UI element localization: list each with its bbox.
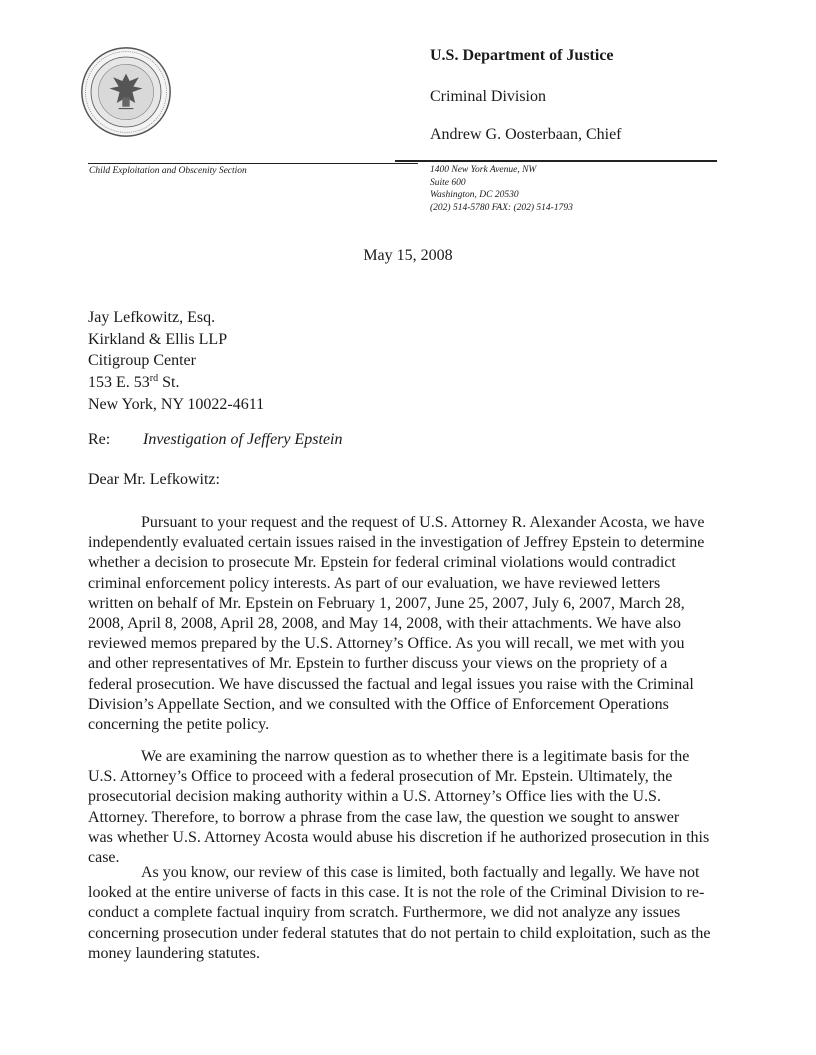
re-subject: Investigation of Jeffery Epstein [143, 431, 343, 448]
paragraph-line: 2008, April 8, 2008, April 28, 2008, and May 14, 2008, with their attachments. We have also [88, 615, 681, 633]
paragraph-line: Division’s Appellate Section, and we consulted with the Office of Enforcement Operations [88, 695, 669, 713]
paragraph-line: independently evaluated certain issues raised in the investigation of Jeffrey Epstein to determine [88, 534, 705, 552]
office-address [430, 164, 573, 214]
paragraph-line: money laundering statutes. [88, 944, 260, 962]
salutation: Dear Mr. Lefkowitz: [88, 471, 220, 488]
paragraph-line: looked at the entire universe of facts in this case. It is not the role of the Criminal Division to re- [88, 884, 705, 902]
paragraph-line: case. [88, 849, 120, 867]
recipient-building: Citigroup Center [88, 352, 196, 370]
paragraph-line: reviewed memos prepared by the U.S. Attorney’s Office. As you will recall, we met with you [88, 635, 685, 653]
paragraph-line: prosecutorial decision making authority within a U.S. Attorney’s Office lies with the U.S. [88, 788, 661, 806]
division-name: Criminal Division [430, 88, 546, 105]
paragraph-line: conduct a complete factual inquiry from scratch. Furthermore, we did not analyze any issues [88, 904, 681, 922]
address-line: Washington, DC 20530 [430, 190, 519, 200]
address-line: Suite 600 [430, 177, 466, 188]
paragraph-line: Pursuant to your request and the request of U.S. Attorney R. Alexander Acosta, we have [141, 514, 705, 531]
paragraph-line: and other representatives of Mr. Epstein to further discuss your views on the propriety of a [88, 655, 668, 673]
paragraph-line: criminal enforcement policy interests. As part of our evaluation, we have reviewed letters [88, 574, 661, 592]
letterhead-rule-left [88, 163, 418, 164]
address-line: 1400 New York Avenue, NW [430, 165, 537, 175]
re-label: Re: [88, 431, 111, 448]
recipient-firm: Kirkland & Ellis LLP [88, 330, 228, 348]
paragraph-line: was whether U.S. Attorney Acosta would abuse his discretion if he authorized prosecution in this [88, 828, 710, 846]
body-paragraph-1 [88, 513, 728, 735]
recipient-street [88, 372, 264, 394]
section-name: Child Exploitation and Obscenity Section [89, 166, 247, 176]
paragraph-line: written on behalf of Mr. Epstein on February 1, 2007, June 25, 2007, July 6, 2007, March 28, [88, 594, 685, 612]
re-line [88, 431, 343, 449]
body-paragraph-2 [88, 747, 728, 868]
letter-date: May 15, 2008 [363, 247, 453, 264]
department-name: U.S. Department of Justice [430, 47, 614, 64]
paragraph-line: whether a decision to prosecute Mr. Epstein for federal criminal violations would contradict [88, 554, 676, 572]
paragraph-line: concerning prosecution under federal statutes that do not pertain to child exploitation, such as the [88, 924, 711, 942]
recipient-address [88, 307, 264, 416]
street-suffix: rd [149, 373, 159, 385]
paragraph-line: We are examining the narrow question as to whether there is a legitimate basis for the [141, 748, 690, 765]
body-paragraph-3 [88, 863, 728, 964]
paragraph-line: U.S. Attorney’s Office to proceed with a federal prosecution of Mr. Epstein. Ultimately, the [88, 768, 673, 786]
recipient-name: Jay Lefkowitz, Esq. [88, 309, 216, 326]
recipient-city: New York, NY 10022-4611 [88, 395, 265, 413]
letterhead-rule-right [395, 160, 717, 162]
street-end: St. [158, 374, 180, 392]
division-chief: Andrew G. Oosterbaan, Chief [430, 126, 622, 143]
paragraph-line: concerning the petite policy. [88, 716, 270, 734]
paragraph-line: Attorney. Therefore, to borrow a phrase from the case law, the question we sought to answer [88, 808, 680, 826]
paragraph-line: federal prosecution. We have discussed the factual and legal issues you raise with the Criminal [88, 675, 694, 693]
paragraph-line: As you know, our review of this case is limited, both factually and legally. We have not [141, 864, 700, 881]
street-number: 153 E. 53 [88, 374, 150, 392]
address-line: (202) 514-5780 FAX: (202) 514-1793 [430, 202, 573, 213]
doj-seal-icon [80, 46, 172, 138]
